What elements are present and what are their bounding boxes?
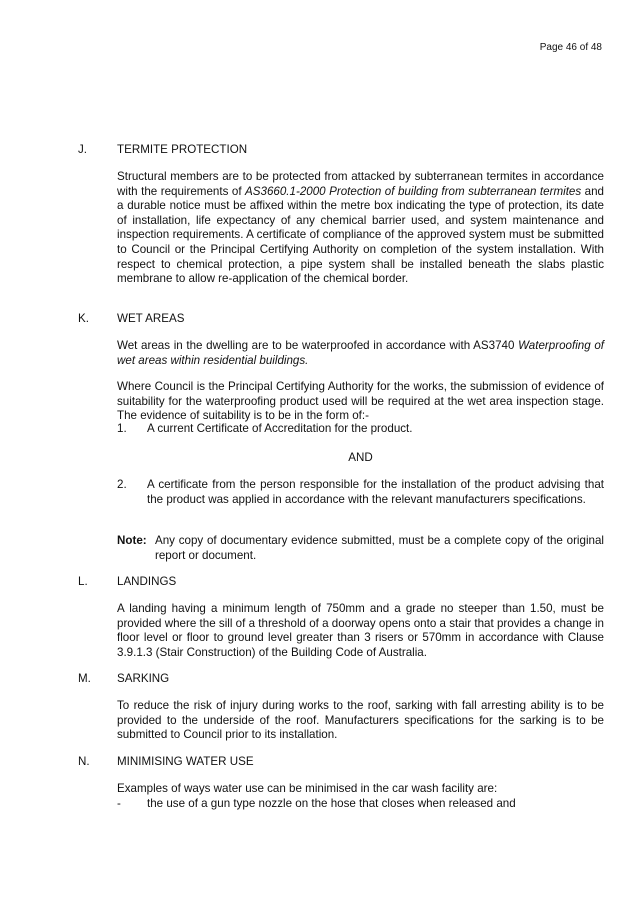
section-title: WET AREAS (117, 312, 185, 325)
section-letter: M. (78, 672, 91, 685)
note-text: Any copy of documentary evidence submitted, must be a complete copy of the original report or document. (155, 534, 604, 562)
list-marker: 2. (117, 478, 127, 491)
list-marker: 1. (117, 422, 127, 435)
and-separator: AND (348, 451, 373, 464)
section-paragraph: Examples of ways water use can be minimised in the car wash facility are: (117, 782, 498, 795)
list-item-text: A certificate from the person responsible for the installation of the product advising that the product was applied in accordance with the relevant manufacturers specifications. (147, 478, 604, 506)
section-paragraph: A landing having a minimum length of 750mm and a grade no steeper than 1.50, must be provided where the sill of a threshold of a doorway opens onto a stair that provides a change in floor level or floor to ground level greater than 3 risers or 570mm in accordance with Clause 3.9.1.3 (Stair Construction) of the Building Code of Australia. (117, 602, 604, 659)
standard-reference: Waterproofing of wet areas within residential buildings. (117, 339, 604, 367)
standard-reference: AS3660.1-2000 Protection of building from subterranean termites (245, 184, 582, 198)
section-title: MINIMISING WATER USE (117, 755, 254, 768)
section-letter: K. (78, 312, 89, 325)
paragraph-text: and a durable notice must be affixed within the metre box indicating the type of protection, its date of installation, life expectancy of any chemical barrier used, and system maintenance and inspection requirements. A certificate of compliance of the approved system must be submitted to Council or the Principal Certifying Authority on completion of the system installation. With respect to chemical protection, a pipe system shall be installed beneath the slabs plastic membrane to allow re-application of the chemical border. (117, 184, 604, 286)
section-title: SARKING (117, 672, 170, 685)
section-letter: L. (78, 575, 88, 588)
section-paragraph (117, 170, 604, 287)
paragraph-text: Wet areas in the dwelling are to be waterproofed in accordance with AS3740 (117, 339, 519, 352)
list-item (117, 478, 604, 507)
section-paragraph: Where Council is the Principal Certifying Authority for the works, the submission of evidence of suitability for the waterproofing product used will be required at the wet area inspection stage. The evidence of suitability is to be in the form of:- (117, 380, 604, 423)
paragraph-text: Structural members are to be protected from attacked by subterranean termites in accordance with the requirements of (117, 170, 604, 198)
note (117, 534, 604, 563)
list-item-text: A current Certificate of Accreditation for the product. (147, 422, 413, 435)
section-paragraph (117, 339, 604, 368)
section-letter: N. (78, 755, 90, 768)
section-paragraph: To reduce the risk of injury during works to the roof, sarking with fall arresting ability is to be provided to the underside of the roof. Manufacturers specifications for the sarking is to be submitted to Council prior to its installation. (117, 699, 604, 742)
list-marker: - (117, 797, 121, 810)
page-number: Page 46 of 48 (539, 42, 602, 53)
list-item-text: the use of a gun type nozzle on the hose that closes when released and (147, 797, 516, 810)
note-label: Note: (117, 534, 147, 547)
section-title: LANDINGS (117, 575, 177, 588)
section-title: TERMITE PROTECTION (117, 143, 248, 156)
list-item (117, 797, 604, 812)
section-letter: J. (78, 143, 88, 156)
list-item (117, 422, 604, 437)
